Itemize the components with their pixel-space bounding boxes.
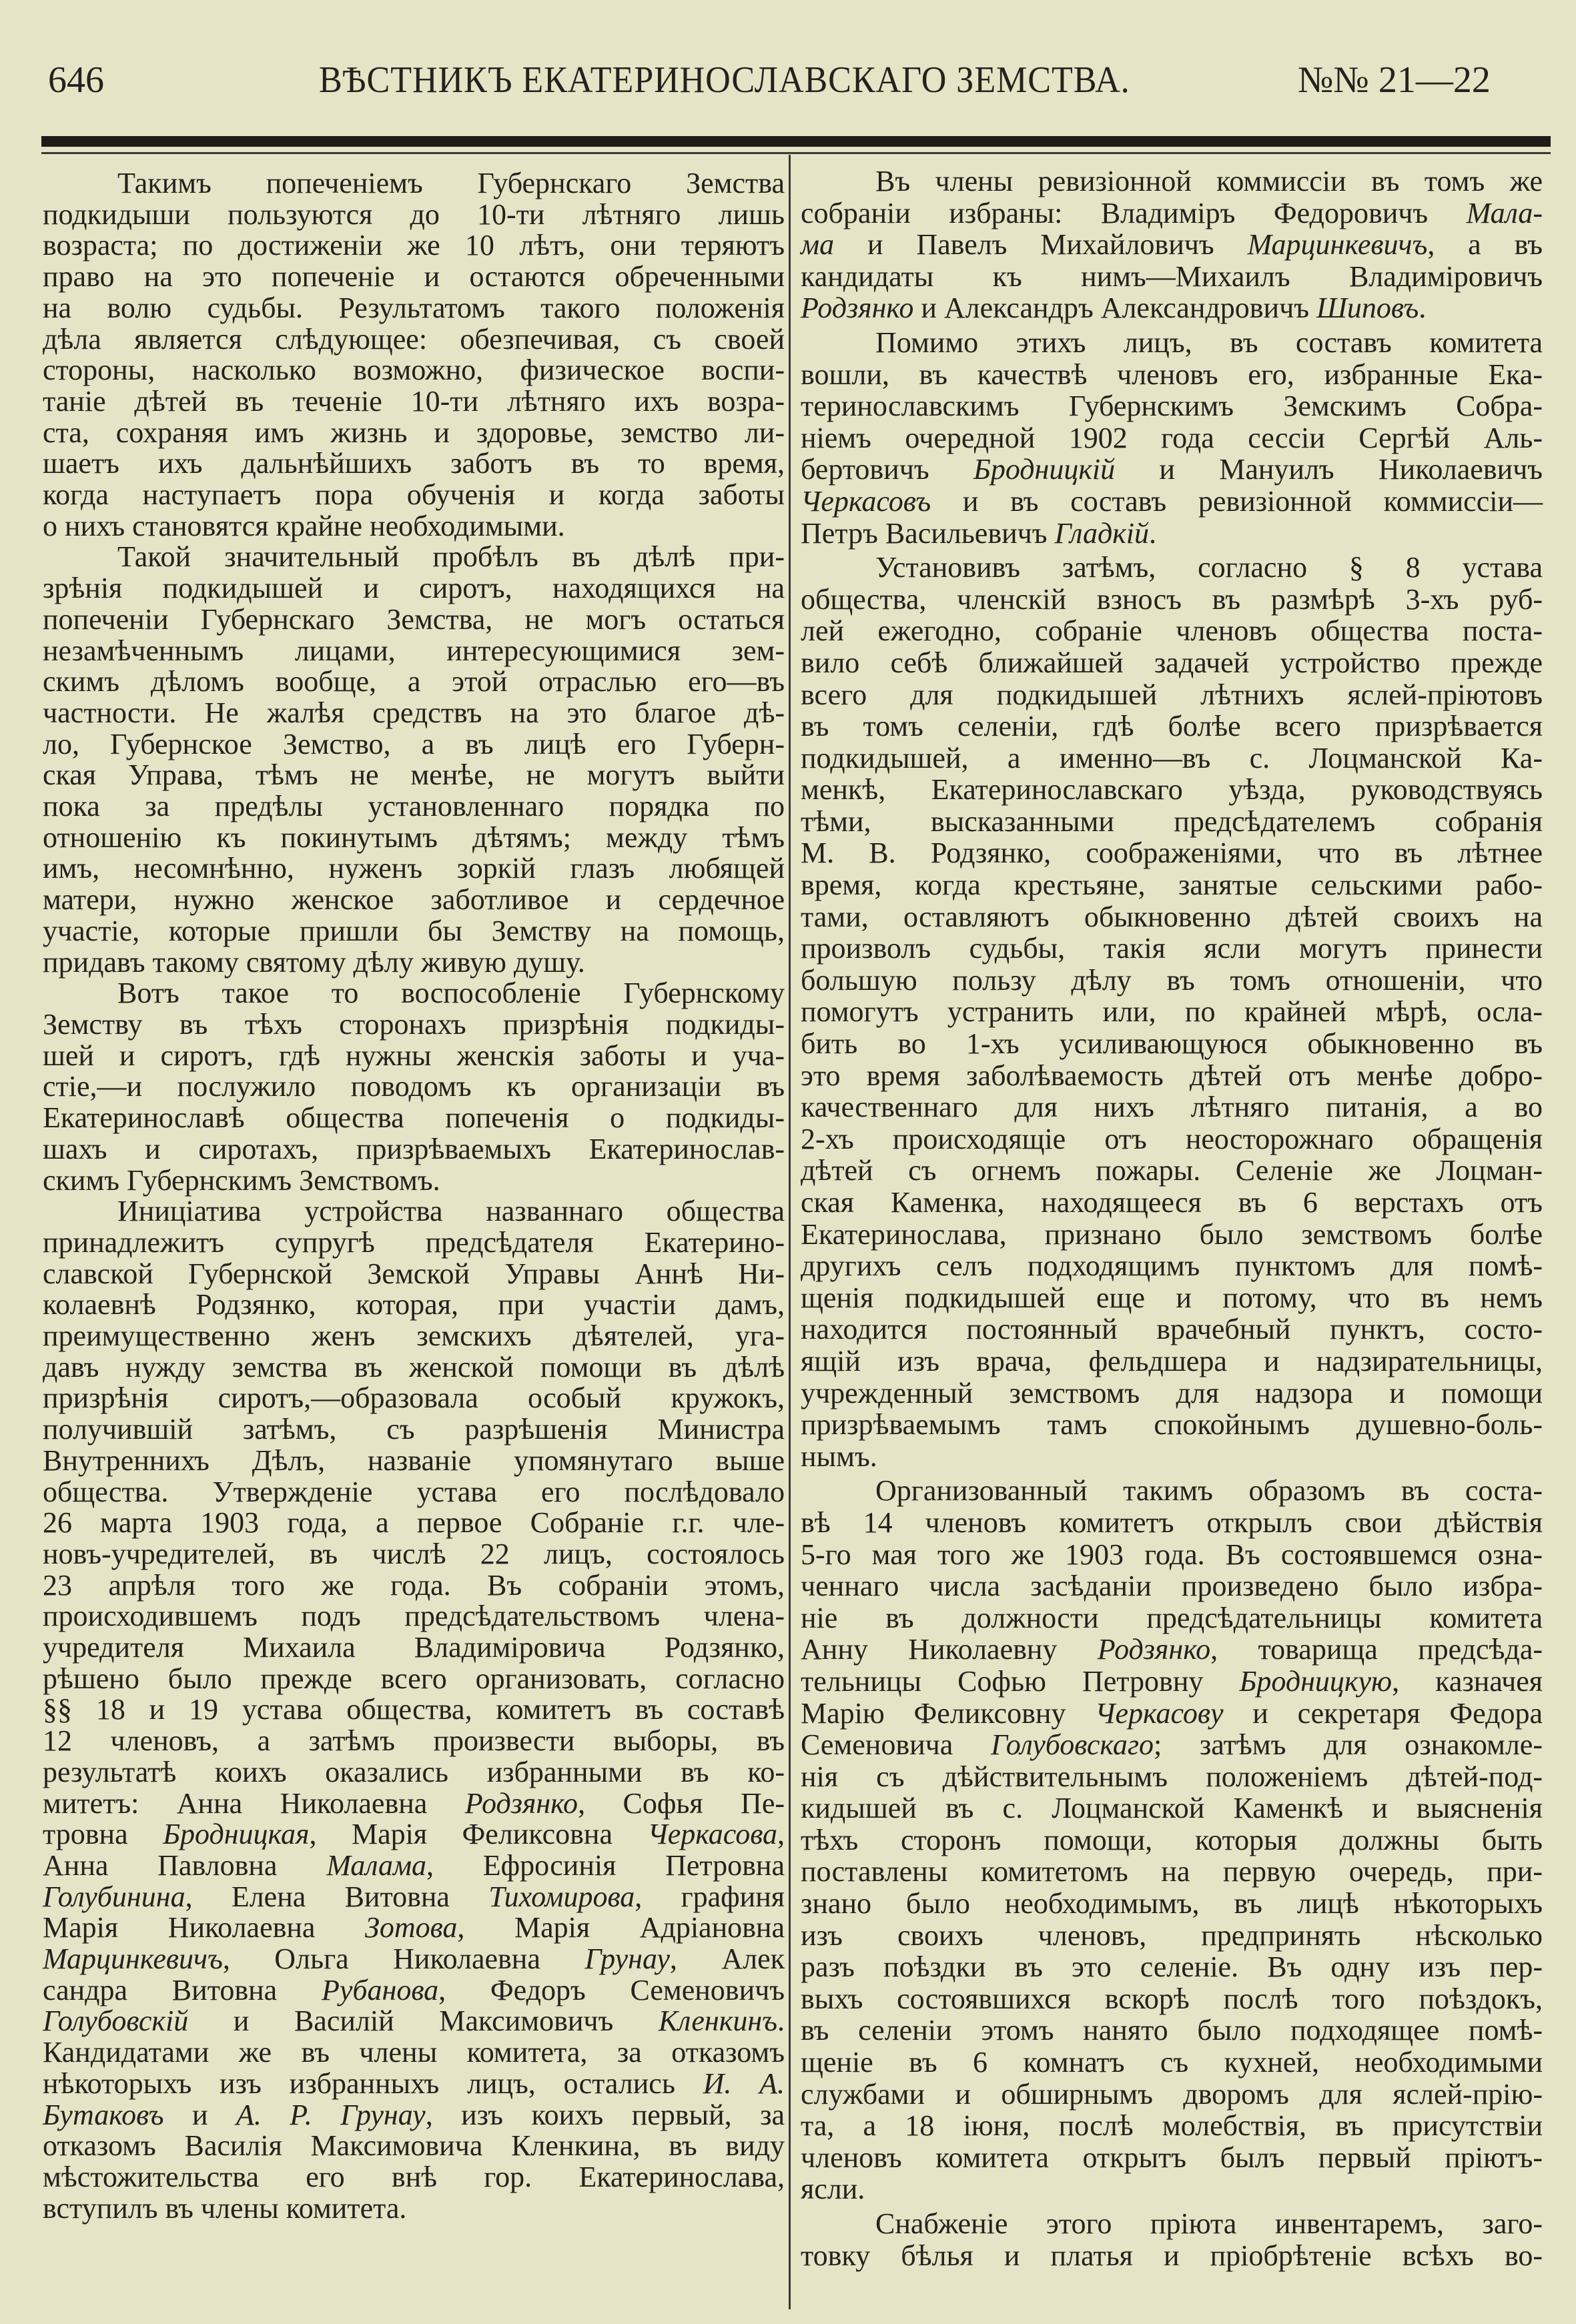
italic-name: ма <box>801 228 835 261</box>
text-line <box>43 1882 785 1913</box>
text-segment: и Василій Максимовичъ <box>188 2004 659 2038</box>
italic-name: Грунау <box>584 1942 670 1976</box>
journal-title: ВѢСТНИКЪ ЕКАТЕРИНОСЛАВСКАГО ЗЕМСТВА. <box>319 59 1130 101</box>
text-line: произволъ судьбы, такія ясли могутъ принести <box>801 932 1543 965</box>
text-segment: , Софья Пе- <box>578 1786 785 1820</box>
italic-name: Марцинкевичъ <box>1247 228 1428 261</box>
paragraph <box>801 165 1543 324</box>
text-line: службами и обширнымъ дворомъ для яслей-прію- <box>801 2077 1543 2111</box>
text-line: большую пользу дѣлу въ томъ отношеніи, что <box>801 963 1543 997</box>
text-line: зрѣнія подкидышей и сиротъ, находящихся на <box>43 572 785 605</box>
text-line: незамѣченнымъ лицами, интересующимися зем- <box>43 634 785 667</box>
text-line: преимущественно женъ земскихъ дѣятелей, уга- <box>43 1319 785 1353</box>
text-line: стіе,—и послужило поводомъ къ организаціи въ <box>43 1070 785 1103</box>
text-line: право на это попеченіе и остаются обреченными <box>43 260 785 294</box>
paragraph <box>43 168 785 542</box>
text-segment: тельницы Софью Петровну <box>801 1664 1240 1698</box>
text-segment: митетъ: Анна Николаевна <box>43 1786 465 1820</box>
text-line: теринославскимъ Губернскимъ Земскимъ Собра- <box>801 390 1543 423</box>
text-segment: ; затѣмъ для ознакомле- <box>1154 1728 1543 1762</box>
text-line: Вотъ такое то воспособленіе Губернскому <box>117 977 785 1010</box>
text-segment: Анну Николаевну <box>801 1633 1098 1666</box>
text-line: знано было необходимымъ, въ лицѣ нѣкоторыхъ <box>801 1887 1543 1920</box>
text-line: бить во 1-хъ усиливающуюся обыкновенно въ <box>801 1027 1543 1061</box>
text-line: общества. Утвержденіе устава его послѣдовало <box>43 1475 785 1508</box>
text-segment: и Мануилъ Николаевичъ <box>1115 453 1543 486</box>
text-line: призрѣваемымъ тамъ спокойнымъ душевно-боль- <box>801 1408 1543 1441</box>
text-line <box>801 486 1543 518</box>
text-line: учредителя Михаила Владиміровича Родзянко, <box>43 1631 785 1664</box>
text-line: время, когда крестьяне, занятые сельскими рабо- <box>801 868 1543 902</box>
text-line: помогутъ устранить или, по крайней мѣрѣ, осла- <box>801 995 1543 1029</box>
text-line: лей ежегодно, собраніе членовъ общества поста- <box>801 614 1543 648</box>
text-line: о нихъ становятся крайне необходимыми. <box>43 509 565 542</box>
text-line: таніе дѣтей въ теченіе 10-ти лѣтняго ихъ возра- <box>43 384 785 418</box>
text-segment: сандра Витовна <box>43 1973 322 2006</box>
text-line: имъ, несомнѣнно, нуженъ зоркій глазъ любящей <box>43 852 785 885</box>
text-line: шей и сиротъ, гдѣ нужны женскія заботы и уча- <box>43 1039 785 1072</box>
text-line: призрѣнія сиротъ,—образовала особый кружокъ, <box>43 1381 785 1415</box>
text-line <box>801 197 1543 229</box>
text-segment: , изъ коихъ первый, за <box>425 2098 785 2131</box>
text-segment: и Павелъ Михайловичъ <box>834 228 1248 261</box>
italic-name: Родзянко <box>1097 1633 1211 1666</box>
page-number: 646 <box>48 59 104 101</box>
italic-name: Мала- <box>1466 196 1543 229</box>
text-line: тѣми, высказанными предсѣдателемъ собранія <box>801 804 1543 838</box>
text-line: ченнаго числа засѣданіи произведено было избра- <box>801 1570 1543 1603</box>
italic-name: Бутаковъ <box>43 2098 164 2131</box>
text-line: пока за предѣлы установленнаго порядка по <box>43 790 785 823</box>
text-line: скимъ Губернскимъ Земствомъ. <box>43 1163 440 1197</box>
text-line: скимъ дѣломъ вообще, а этой отраслью его—въ <box>43 665 785 698</box>
text-line: на волю судьбы. Результатомъ такого положенія <box>43 291 785 324</box>
text-line: ніе въ должности предсѣдательницы комитета <box>801 1601 1543 1634</box>
text-segment: и <box>163 2098 236 2131</box>
text-line <box>801 1666 1543 1698</box>
text-segment: тровна <box>43 1818 163 1851</box>
text-line <box>43 2100 785 2131</box>
text-line: славской Губернской Земской Управы Аннѣ Ни- <box>43 1257 785 1290</box>
text-line: подкидышей, а именно—въ с. Лоцманской Ка- <box>801 741 1543 774</box>
text-line: получившій затѣмъ, съ разрѣшенія Министра <box>43 1413 785 1446</box>
text-line: ясли. <box>801 2173 865 2206</box>
italic-name: Кленкинъ <box>658 2004 777 2038</box>
text-line: тами, оставляютъ обыкновенно дѣтей своихъ на <box>801 900 1543 933</box>
italic-name: Бродницкій <box>973 453 1116 486</box>
text-line: попеченіи Губернскаго Земства, не могъ остаться <box>43 602 785 636</box>
text-line <box>801 518 1543 550</box>
text-segment: нѣкоторыхъ изъ избранныхъ лицъ, остались <box>43 2067 703 2100</box>
text-line: давъ нужду земства въ женской помощи въ дѣлѣ <box>43 1350 785 1383</box>
text-line: 12 членовъ, а затѣмъ произвести выборы, въ <box>43 1724 785 1758</box>
text-line: выхъ состоявшихся вскорѣ послѣ того поѣздокъ, <box>801 1982 1543 2015</box>
text-line: Помимо этихъ лицъ, въ составъ комитета <box>875 326 1543 359</box>
text-segment: , Алек <box>669 1942 785 1976</box>
text-line: другихъ селъ подходящимъ пунктомъ для помѣ- <box>801 1249 1543 1283</box>
header-rule-thin <box>41 152 1551 154</box>
text-line: матери, нужно женское заботливое и сердечное <box>43 883 785 917</box>
text-line: дѣла является слѣдующее: обезпечивая, съ своей <box>43 322 785 356</box>
text-segment: , графиня <box>635 1880 785 1913</box>
text-segment: , Ефросинія Петровна <box>426 1848 785 1882</box>
text-segment: и въ составъ ревизіонной коммиссіи— <box>931 484 1543 518</box>
text-line: щенія подкидышей еще и потому, что въ немъ <box>801 1281 1543 1314</box>
text-line <box>43 2069 785 2100</box>
italic-name: Голубинина <box>43 1880 185 1913</box>
paragraph <box>801 2208 1543 2271</box>
text-line: менкѣ, Екатеринославскаго уѣзда, руководствуясь <box>801 773 1543 806</box>
left-column <box>43 168 785 2224</box>
text-line: товку бѣлья и платья и пріобрѣтеніе всѣхъ во- <box>801 2239 1543 2272</box>
text-line: когда наступаетъ пора обученія и когда заботы <box>43 478 785 512</box>
italic-name: Голубовскій <box>43 2004 189 2038</box>
text-line: ская Каменка, находящееся въ 6 верстахъ отъ <box>801 1186 1543 1219</box>
italic-name: Тихомирова <box>488 1880 635 1913</box>
paragraph <box>43 978 785 1196</box>
text-segment: . <box>777 2004 785 2038</box>
right-column <box>801 165 1543 2274</box>
text-line: Земству въ тѣхъ сторонахъ призрѣнія подкиды- <box>43 1007 785 1041</box>
text-line: общества, членскій взносъ въ размѣрѣ 3-хъ руб- <box>801 582 1543 616</box>
text-line <box>43 1912 785 1944</box>
text-segment: собраніи избраны: Владиміръ Федоровичъ <box>801 196 1467 229</box>
text-line: разъ поѣздки въ это селеніе. Въ одну изъ пер- <box>801 1950 1543 1984</box>
column-divider <box>789 155 791 2309</box>
text-segment: , товарища предсѣда- <box>1210 1633 1543 1666</box>
text-line: поставлены комитетомъ на первую очередь, при- <box>801 1855 1543 1888</box>
paragraph <box>801 1475 1543 2205</box>
text-line <box>801 292 1543 324</box>
paragraph <box>801 327 1543 549</box>
text-line: тѣхъ сторонъ помощи, которыя должны быть <box>801 1823 1543 1856</box>
italic-name: Черкасову <box>1095 1696 1224 1730</box>
text-line: Внутреннихъ Дѣлъ, названіе упомянутаго выше <box>43 1443 785 1477</box>
text-line: ящій изъ врача, фельдшера и надзирательницы, <box>801 1344 1543 1377</box>
text-segment: , <box>777 1818 785 1851</box>
text-line: Иниціатива устройства названнаго общества <box>117 1195 785 1228</box>
text-segment: и Александръ Александровичъ <box>913 292 1316 325</box>
text-line: Екатеринославѣ общества попеченія о подкиды- <box>43 1101 785 1135</box>
text-line: это время заболѣваемость дѣтей отъ менѣе добро- <box>801 1059 1543 1092</box>
text-line: кандидаты къ нимъ—Михаилъ Владиміровичъ <box>801 259 1543 293</box>
text-line: частности. Не жалѣя средствъ на это благое дѣ- <box>43 696 785 729</box>
text-segment: , Федоръ Семеновичъ <box>438 1973 785 2006</box>
text-line: дѣтей съ огнемъ пожары. Селеніе же Лоцман- <box>801 1154 1543 1187</box>
text-line: членовъ комитета открытъ былъ первый пріютъ- <box>801 2141 1543 2174</box>
issue-number: №№ 21—22 <box>1298 59 1491 101</box>
text-line: М. В. Родзянко, соображеніями, что въ лѣтнее <box>801 836 1543 870</box>
text-line: происходившемъ подъ предсѣдательствомъ члена- <box>43 1600 785 1633</box>
text-line: та, а 18 іюня, послѣ молебствія, въ присутствіи <box>801 2109 1543 2143</box>
italic-name: Гладкій <box>1054 516 1150 550</box>
text-line: рѣшено было прежде всего организовать, согласно <box>43 1662 785 1695</box>
italic-name: Бродницкая <box>163 1818 310 1851</box>
text-line: Организованный такимъ образомъ въ соста- <box>875 1474 1543 1508</box>
text-line <box>801 1698 1543 1730</box>
text-line: ста, сохраняя имъ жизнь и здоровье, земство ли- <box>43 416 785 449</box>
text-line: ло, Губернское Земство, а въ лицѣ его Губерн- <box>43 727 785 760</box>
paragraph <box>43 1196 785 2224</box>
text-line: придавъ такому святому дѣлу живую душу. <box>43 945 585 979</box>
italic-name: Черкасова <box>647 1818 777 1851</box>
italic-name: И. А. <box>703 2067 785 2100</box>
text-segment: Анна Павловна <box>43 1848 327 1882</box>
text-line: Въ члены ревизіонной коммиссіи въ томъ же <box>875 165 1543 197</box>
text-line: качественнаго для нихъ лѣтняго питанія, а во <box>801 1091 1543 1124</box>
text-line: колаевнѣ Родзянко, которая, при участіи дамъ, <box>43 1288 785 1321</box>
text-line: принадлежитъ супругѣ предсѣдателя Екатерино- <box>43 1225 785 1259</box>
text-line: всего для подкидышей лѣтнихъ яслей-пріютовъ <box>801 678 1543 711</box>
text-line: результатѣ коихъ оказались избранными въ ко- <box>43 1755 785 1788</box>
italic-name: Марцинкевичъ <box>43 1942 223 1976</box>
text-line: вошли, въ качествѣ членовъ его, избранные Ека- <box>801 358 1543 391</box>
text-line: 26 марта 1903 года, а первое Собраніе г.г. чле- <box>43 1506 785 1540</box>
text-line: учрежденный земствомъ для надзора и помощи <box>801 1376 1543 1409</box>
text-line: Такимъ попеченіемъ Губернскаго Земства <box>117 167 785 199</box>
italic-name: Родзянко <box>464 1786 578 1820</box>
text-line: вѣ 14 членовъ комитетъ открылъ свои дѣйствія <box>801 1506 1543 1539</box>
text-segment: и секретаря Федора <box>1223 1696 1543 1730</box>
text-line: 5-го мая того же 1903 года. Въ состоявшемся озна- <box>801 1538 1543 1571</box>
paragraph <box>801 552 1543 1472</box>
paragraph <box>43 542 785 978</box>
text-line <box>43 1944 785 1975</box>
text-segment: , Елена Витовна <box>185 1880 489 1913</box>
text-line: ская Управа, тѣмъ не менѣе, не могутъ выйти <box>43 758 785 792</box>
text-line: шахъ и сиротахъ, призрѣваемыхъ Екатеринослав- <box>43 1132 785 1165</box>
text-segment: , казначея <box>1392 1664 1543 1698</box>
text-line: участіе, которые пришли бы Земству на помощь, <box>43 914 785 947</box>
italic-name: Рубанова <box>321 1973 439 2006</box>
text-line: щеніе въ 6 комнатъ съ кухней, необходимыми <box>801 2046 1543 2079</box>
text-line <box>43 2006 785 2037</box>
text-line: возраста; по достиженіи же 10 лѣтъ, они теряютъ <box>43 229 785 262</box>
text-line: мѣстожительства его внѣ гор. Екатеринослава, <box>43 2161 785 2193</box>
italic-name: Голубовскаго <box>990 1728 1154 1762</box>
text-line: находится постоянный врачебный пунктъ, состо- <box>801 1313 1543 1346</box>
text-line: нія съ дѣйствительнымъ положеніемъ дѣтей-под- <box>801 1760 1543 1793</box>
text-line: §§ 18 и 19 устава общества, комитетъ въ составѣ <box>43 1693 785 1726</box>
text-line: 2-хъ происходящіе отъ неосторожнаго обращенія <box>801 1122 1543 1155</box>
text-line: отношенію къ покинутымъ дѣтямъ; между тѣмъ <box>43 820 785 854</box>
text-line: стороны, насколько возможно, физическое воспи- <box>43 354 785 387</box>
text-segment: Семеновича <box>801 1728 991 1762</box>
text-line <box>801 1634 1543 1666</box>
text-line: нымъ. <box>801 1439 877 1473</box>
text-line: въ томъ селеніи, гдѣ болѣе всего призрѣвается <box>801 710 1543 743</box>
italic-name: Шиповъ <box>1316 292 1419 325</box>
text-line <box>801 454 1543 486</box>
text-line: вило себѣ ближайшей задачей устройство прежде <box>801 646 1543 679</box>
text-line <box>801 229 1543 261</box>
text-line: ніемъ очередной 1902 года сессіи Сергѣй Аль- <box>801 421 1543 454</box>
text-segment: Марію Феликсовну <box>801 1696 1096 1730</box>
text-segment: Петръ Васильевичъ <box>801 516 1055 550</box>
text-line: Такой значительный пробѣлъ въ дѣлѣ при- <box>117 540 785 574</box>
text-line <box>43 1850 785 1882</box>
text-line <box>43 1975 785 2006</box>
text-segment: , Марія Феликсовна <box>309 1818 648 1851</box>
text-line: отказомъ Василія Максимовича Кленкина, въ виду <box>43 2129 785 2163</box>
text-segment: , Ольга Николаевна <box>222 1942 585 1976</box>
text-line: Кандидатами же въ члены комитета, за отказомъ <box>43 2036 785 2069</box>
text-line: изъ своихъ членовъ, предпринять нѣсколько <box>801 1918 1543 1952</box>
italic-name: Зотова <box>365 1911 458 1944</box>
italic-name: А. Р. Грунау <box>236 2098 426 2131</box>
italic-name: Родзянко <box>801 292 914 325</box>
header-rule <box>41 136 1551 147</box>
italic-name: Малама <box>326 1848 427 1882</box>
text-line: Екатеринослава, признано было земствомъ болѣе <box>801 1217 1543 1251</box>
italic-name: Черкасовъ <box>801 484 931 518</box>
text-line: вступилъ въ члены комитета. <box>43 2191 407 2225</box>
italic-name: Бродницкую <box>1239 1664 1393 1698</box>
text-line: подкидыши пользуются до 10-ти лѣтняго лишь <box>43 197 785 231</box>
text-segment: бертовичъ <box>801 453 973 486</box>
text-line: шаетъ ихъ дальнѣйшихъ заботъ въ то время, <box>43 447 785 480</box>
text-segment: , а въ <box>1427 228 1543 261</box>
text-segment: . <box>1149 516 1157 550</box>
text-line <box>43 1819 785 1850</box>
text-line <box>801 1729 1543 1761</box>
text-line: кидышей въ с. Лоцманской Каменкѣ и выясненія <box>801 1792 1543 1825</box>
text-line: Установивъ затѣмъ, согласно § 8 устава <box>875 551 1543 584</box>
text-segment: . <box>1419 292 1427 325</box>
text-line: въ селеніи этомъ нанято было подходящее помѣ- <box>801 2014 1543 2047</box>
text-segment: Марія Николаевна <box>43 1911 366 1944</box>
text-line <box>43 1788 785 1820</box>
text-line: 23 апрѣля того же года. Въ собраніи этомъ, <box>43 1568 785 1602</box>
text-line: Снабженіе этого пріюта инвентаремъ, заго- <box>875 2207 1543 2240</box>
text-segment: , Марія Адріановна <box>457 1911 785 1944</box>
text-line: новъ-учредителей, въ числѣ 22 лицъ, состоялось <box>43 1537 785 1570</box>
